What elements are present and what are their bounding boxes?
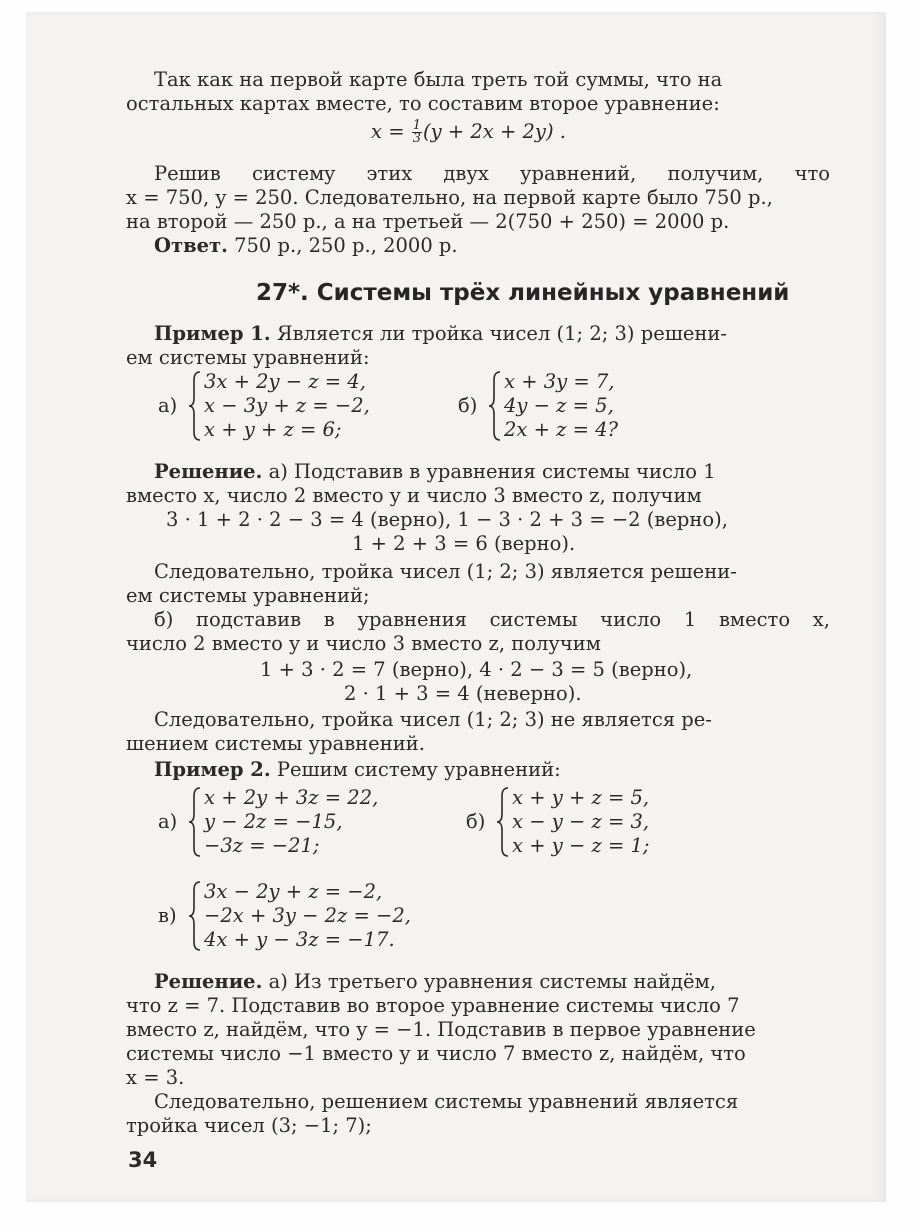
system-label: б) [458,394,478,417]
text-line: ем системы уравнений; [126,584,370,607]
page-number: 34 [128,1148,158,1172]
example1-label: Пример 1. [154,322,271,345]
solution1-line [154,460,716,484]
equation: −2x + 3y − 2z = −2, [204,904,411,927]
system-1b [458,370,778,442]
system-label: б) [466,810,486,833]
book-page [26,12,886,1202]
formula-right: (y + 2x + 2y) . [423,120,566,143]
system-2a [158,786,478,858]
system-2b [466,786,786,858]
calculation-line: 1 + 3 · 2 = 7 (верно), 4 · 2 − 3 = 5 (верно), [260,658,693,681]
equation: 2x + z = 4? [504,418,619,441]
system-1a [158,370,478,442]
equation: 4x + y − 3z = −17. [204,928,395,951]
system-equations [512,786,649,858]
system-equations [204,880,411,952]
text-line: Так как на первой карте была треть той суммы, что на [154,68,723,91]
equation: 4y − z = 5, [504,394,614,417]
answer-label: Ответ. [154,234,228,257]
fraction-numerator: 1 [412,118,422,133]
text-line: что z = 7. Подставив во второе уравнение системы число 7 [126,994,740,1017]
brace-icon [188,786,202,858]
fraction-denominator: 3 [412,131,422,146]
example1-text: Является ли тройка чисел (1; 2; 3) решени- [270,322,727,345]
brace-icon [188,880,202,952]
text-line: x = 750, y = 250. Следовательно, на первой карте было 750 р., [126,186,773,209]
example2-label: Пример 2. [154,758,271,781]
brace-icon [496,786,510,858]
section-title: 27*. Системы трёх линейных уравнений [256,280,790,306]
equation: x + 2y + 3z = 22, [204,786,379,809]
equation: x − 3y + z = −2, [204,394,370,417]
text-line: б) подставив в уравнения системы число 1 вместо x, [154,608,830,631]
brace-icon [188,370,202,442]
text-line: на второй — 250 р., а на третьей — 2(750 + 250) = 2000 р. [126,210,730,233]
fraction [412,120,422,145]
equation: x − y − z = 3, [512,810,650,833]
answer-text: 750 р., 250 р., 2000 р. [227,234,458,257]
brace-icon [488,370,502,442]
equation: 3x − 2y + z = −2, [204,880,383,903]
text-line: Решив системy этих двух уравнений, получим, что [154,162,830,185]
text-line: вместо x, число 2 вместо y и число 3 вместо z, получим [126,484,702,507]
calculation-line: 2 · 1 + 3 = 4 (неверно). [344,682,582,705]
text-line: системы число −1 вместо y и число 7 вместо z, найдём, что [126,1042,746,1065]
system-equations [204,786,378,858]
text-line: Следовательно, решением системы уравнений является [154,1090,739,1113]
equation: y − 2z = −15, [204,810,343,833]
text-line: ем системы уравнений: [126,346,370,369]
text-line: число 2 вместо y и число 3 вместо z, получим [126,632,601,655]
solution-text: а) Подставив в уравнения системы число 1 [262,460,716,483]
text-line: вместо z, найдём, что y = −1. Подставив в первое уравнение [126,1018,756,1041]
equation: x + y − z = 1; [512,834,650,857]
example1-intro [154,322,727,346]
text-line: остальных картах вместе, то составим второе уравнение: [126,92,720,115]
solution-label: Решение. [154,970,263,993]
solution2-line [154,970,716,994]
formula-second-equation [371,120,566,145]
calculation-line: 3 · 1 + 2 · 2 − 3 = 4 (верно), 1 − 3 · 2 + 3 = −2 (верно), [166,508,728,531]
system-label: а) [158,394,178,417]
system-label: а) [158,810,178,833]
equation: −3z = −21; [204,834,320,857]
answer-line [154,234,458,258]
solution-text: а) Из третьего уравнения системы найдём, [262,970,716,993]
equation: x + 3y = 7, [504,370,615,393]
text-line: Следовательно, тройка чисел (1; 2; 3) не является ре- [154,708,712,731]
equation: 3x + 2y − z = 4, [204,370,366,393]
formula-left: x = [371,120,411,143]
text-line: шением системы уравнений. [126,732,425,755]
text-line: x = 3. [126,1066,185,1089]
solution-label: Решение. [154,460,263,483]
system-2c [158,880,478,952]
text-line: тройка чисел (3; −1; 7); [126,1114,372,1137]
example2-intro [154,758,561,782]
system-equations [204,370,370,442]
calculation-line: 1 + 2 + 3 = 6 (верно). [352,532,576,555]
example2-text: Решим систему уравнений: [270,758,561,781]
equation: x + y + z = 6; [204,418,342,441]
equation: x + y + z = 5, [512,786,650,809]
system-label: в) [158,904,177,927]
system-equations [504,370,618,442]
text-line: Следовательно, тройка чисел (1; 2; 3) является решени- [154,560,737,583]
